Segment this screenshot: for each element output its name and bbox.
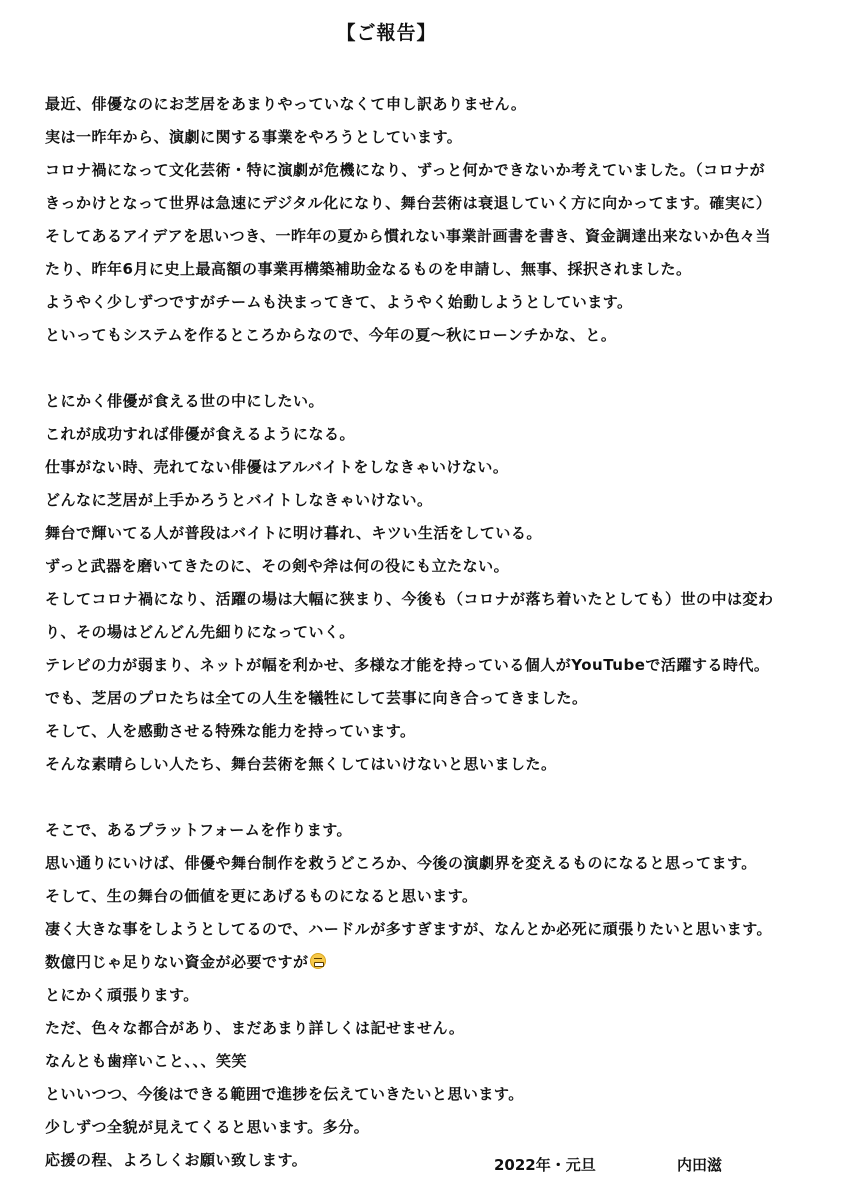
text-line: とにかく俳優が食える世の中にしたい。: [45, 392, 325, 410]
text-line: 思い通りにいけば、俳優や舞台制作を救うどころか、今後の演劇界を変えるものになると思ってます。: [45, 854, 757, 872]
text-line: たり、昨年6月に史上最高額の事業再構築補助金なるものを申請し、無事、採択されました。: [45, 260, 692, 278]
document-author: 内田滋: [677, 1156, 723, 1174]
emoji-line-text: 数億円じゃ足りない資金が必要ですが: [45, 953, 309, 971]
text-line: 最近、俳優なのにお芝居をあまりやっていなくて申し訳ありません。: [45, 95, 527, 113]
text-line: 少しずつ全貌が見えてくると思います。多分。: [45, 1118, 370, 1136]
text-line: そしてコロナ禍になり、活躍の場は大幅に狭まり、今後も（コロナが落ち着いたとしても）世の中は変わ: [45, 590, 774, 608]
document-body: [45, 88, 815, 1177]
text-line: 仕事がない時、売れてない俳優はアルバイトをしなきゃいけない。: [45, 458, 509, 476]
text-line: 舞台で輝いてる人が普段はバイトに明け暮れ、キツい生活をしている。: [45, 524, 542, 542]
text-line: といいつつ、今後はできる範囲で進捗を伝えていきたいと思います。: [45, 1085, 524, 1103]
text-line: テレビの力が弱まり、ネットが幅を利かせ、多様な才能を持っている個人がYouTubeで活躍する時代。: [45, 656, 770, 674]
text-line: そこで、あるプラットフォームを作ります。: [45, 821, 353, 839]
grimacing-face-icon: [310, 953, 326, 969]
text-line: そしてあるアイデアを思いつき、一昨年の夏から慣れない事業計画書を書き、資金調達出来ないか色々当: [45, 227, 771, 245]
text-line-with-emoji: [45, 946, 815, 979]
text-line: 実は一昨年から、演劇に関する事業をやろうとしています。: [45, 128, 463, 146]
text-line: り、その場はどんどん先細りになっていく。: [45, 623, 355, 641]
document-date: 2022年・元旦: [494, 1156, 596, 1174]
text-line: ずっと武器を磨いてきたのに、その剣や斧は何の役にも立たない。: [45, 557, 510, 575]
text-line: そして、人を感動させる特殊な能力を持っています。: [45, 722, 416, 740]
text-line: どんなに芝居が上手かろうとバイトしなきゃいけない。: [45, 491, 433, 509]
paragraph-spacer: [45, 781, 815, 814]
text-line: ようやく少しずつですがチームも決まってきて、ようやく始動しようとしています。: [45, 293, 633, 311]
text-line: とにかく頑張ります。: [45, 986, 199, 1004]
text-line: といってもシステムを作るところからなので、今年の夏〜秋にローンチかな、と。: [45, 326, 617, 344]
text-line: そして、生の舞台の価値を更にあげるものになると思います。: [45, 887, 478, 905]
text-line: これが成功すれば俳優が食えるようになる。: [45, 425, 356, 443]
document-title: [0, 18, 843, 45]
text-line: コロナ禍になって文化芸術・特に演劇が危機になり、ずっと何かできないか考えていました。（コロナが: [45, 161, 766, 179]
title-text: 【ご報告】: [336, 22, 437, 44]
text-line: でも、芝居のプロたちは全ての人生を犠牲にして芸事に向き合ってきました。: [45, 689, 588, 707]
text-line: 応援の程、よろしくお願い致します。: [45, 1151, 308, 1169]
text-line: なんとも歯痒いこと、、、笑笑: [45, 1052, 248, 1070]
text-line: そんな素晴らしい人たち、舞台芸術を無くしてはいけないと思いました。: [45, 755, 557, 773]
text-line: きっかけとなって世界は急速にデジタル化になり、舞台芸術は衰退していく方に向かってます。確実に）: [45, 194, 772, 212]
paragraph-spacer: [45, 352, 815, 385]
text-line: 凄く大きな事をしようとしてるので、ハードルが多すぎますが、なんとか必死に頑張りたいと思います。: [45, 920, 773, 938]
text-line: ただ、色々な都合があり、まだあまり詳しくは記せません。: [45, 1019, 465, 1037]
signature-block: [0, 1150, 843, 1180]
